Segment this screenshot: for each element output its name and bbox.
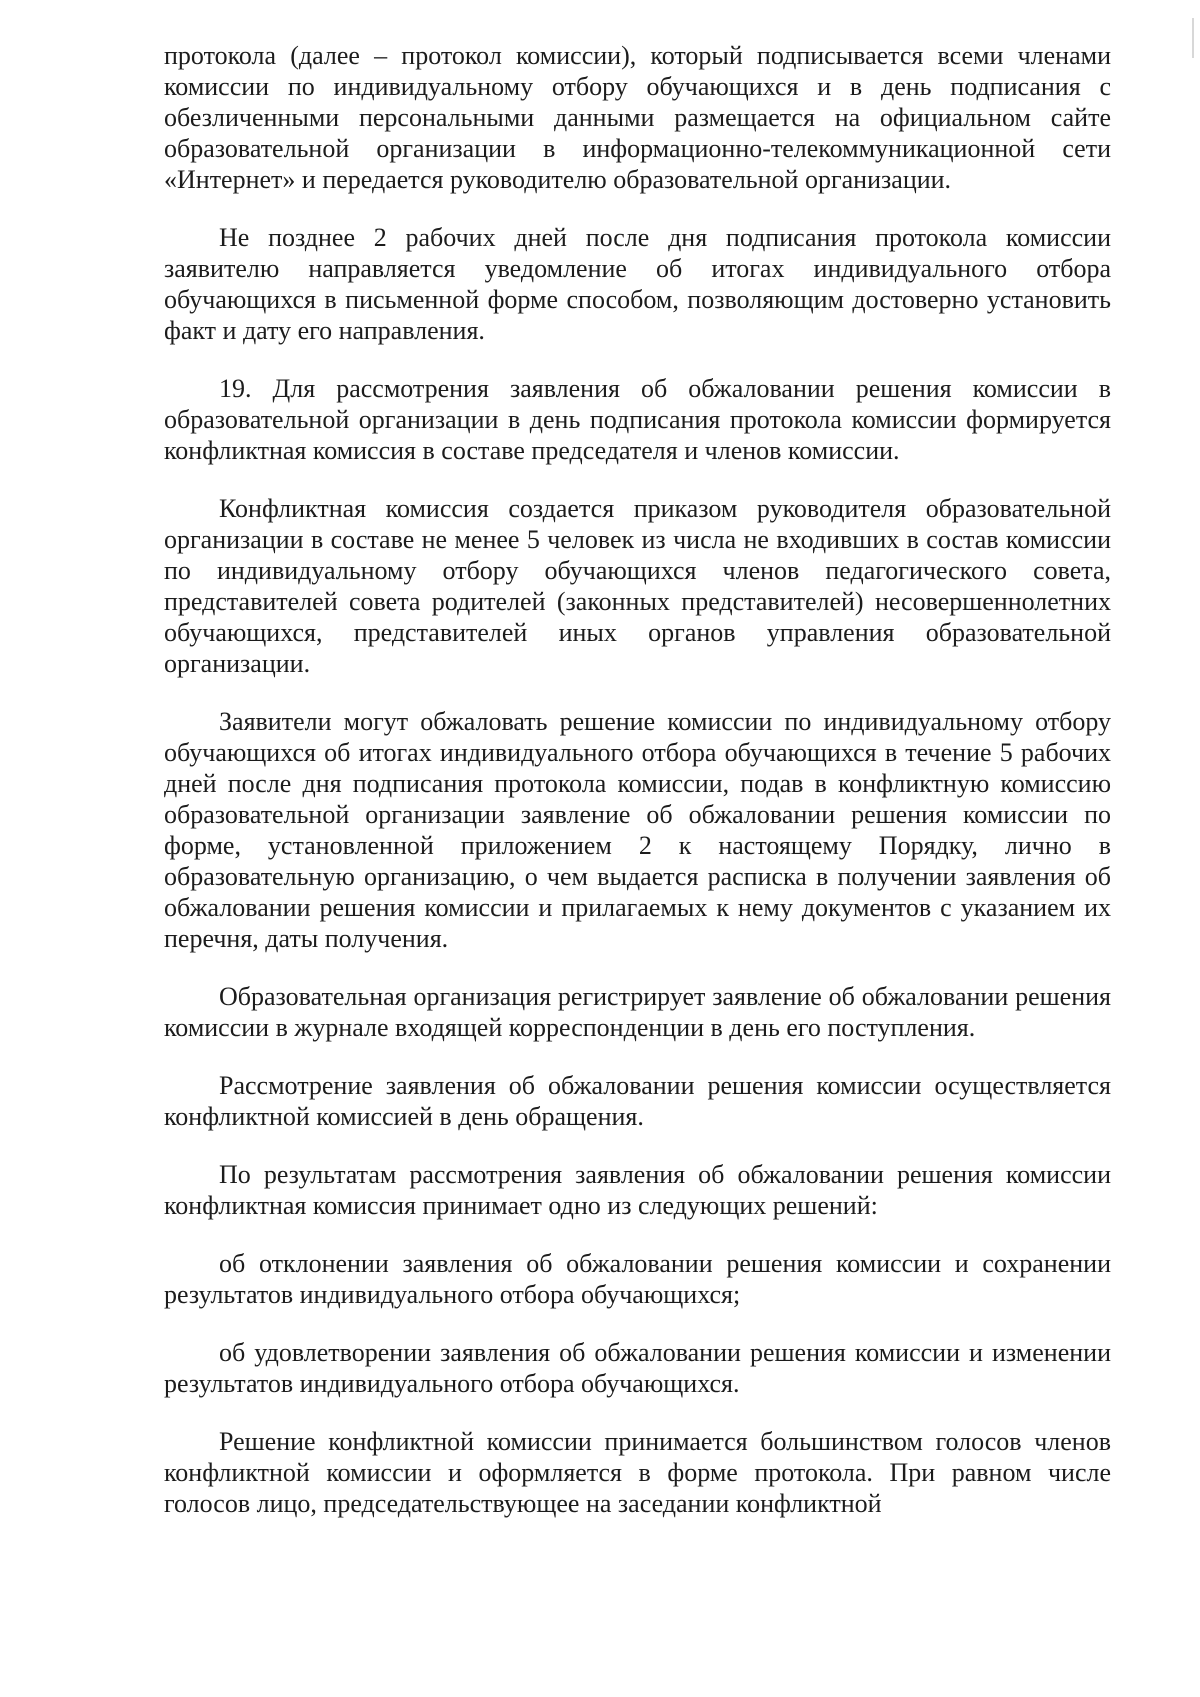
paragraph-item-19: 19. Для рассмотрения заявления об обжаловании решения комиссии в образовательной организации в день подписания протокола комиссии формируется конфликтная комиссия в составе председателя и членов комиссии. [164, 374, 1111, 465]
paragraph-decision-reject: об отклонении заявления об обжаловании решения комиссии и сохранении результатов индивидуального отбора обучающихся; [164, 1249, 1111, 1309]
paragraph-appeal-procedure: Заявители могут обжаловать решение комиссии по индивидуальному отбору обучающихся об итогах индивидуального отбора обучающихся в течение 5 рабочих дней после дня подписания протокола комиссии, подав в конфликтную комиссию образовательной организации заявление об обжаловании решения комиссии по форме, установленной приложением 2 к настоящему Порядку, лично в образовательную организацию, о чем выдается расписка в получении заявления об обжаловании решения комиссии и прилагаемых к нему документов с указанием их перечня, даты получения. [164, 707, 1111, 953]
paragraph-conflict-commission-composition: Конфликтная комиссия создается приказом руководителя образовательной организации в составе не менее 5 человек из числа не входивших в состав комиссии по индивидуальному отбору обучающихся членов педагогического совета, представителей совета родителей (законных представителей) несовершеннолетних обучающихся, представителей иных органов управления образовательной организации. [164, 494, 1111, 678]
paragraph-majority-vote: Решение конфликтной комиссии принимается большинством голосов членов конфликтной комиссии и оформляется в форме протокола. При равном числе голосов лицо, председательствующее на заседании конфликтной [164, 1427, 1111, 1518]
paragraph-decisions-intro: По результатам рассмотрения заявления об обжаловании решения комиссии конфликтная комиссия принимает одно из следующих решений: [164, 1160, 1111, 1220]
paragraph-review-timing: Рассмотрение заявления об обжаловании решения комиссии осуществляется конфликтной комиссией в день обращения. [164, 1071, 1111, 1131]
document-body [164, 40, 1111, 1546]
scan-edge-mark [1192, 18, 1194, 58]
paragraph-protocol-publication: протокола (далее – протокол комиссии), который подписывается всеми членами комиссии по индивидуальному отбору обучающихся и в день подписания с обезличенными персональными данными размещается на официальном сайте образовательной организации в информационно-телекоммуникационной сети «Интернет» и передается руководителю образовательной организации. [164, 41, 1111, 194]
paragraph-notification: Не позднее 2 рабочих дней после дня подписания протокола комиссии заявителю направляется уведомление об итогах индивидуального отбора обучающихся в письменной форме способом, позволяющим достоверно установить факт и дату его направления. [164, 223, 1111, 345]
paragraph-decision-satisfy: об удовлетворении заявления об обжаловании решения комиссии и изменении результатов индивидуального отбора обучающихся. [164, 1338, 1111, 1398]
paragraph-registration: Образовательная организация регистрирует заявление об обжаловании решения комиссии в журнале входящей корреспонденции в день его поступления. [164, 982, 1111, 1042]
